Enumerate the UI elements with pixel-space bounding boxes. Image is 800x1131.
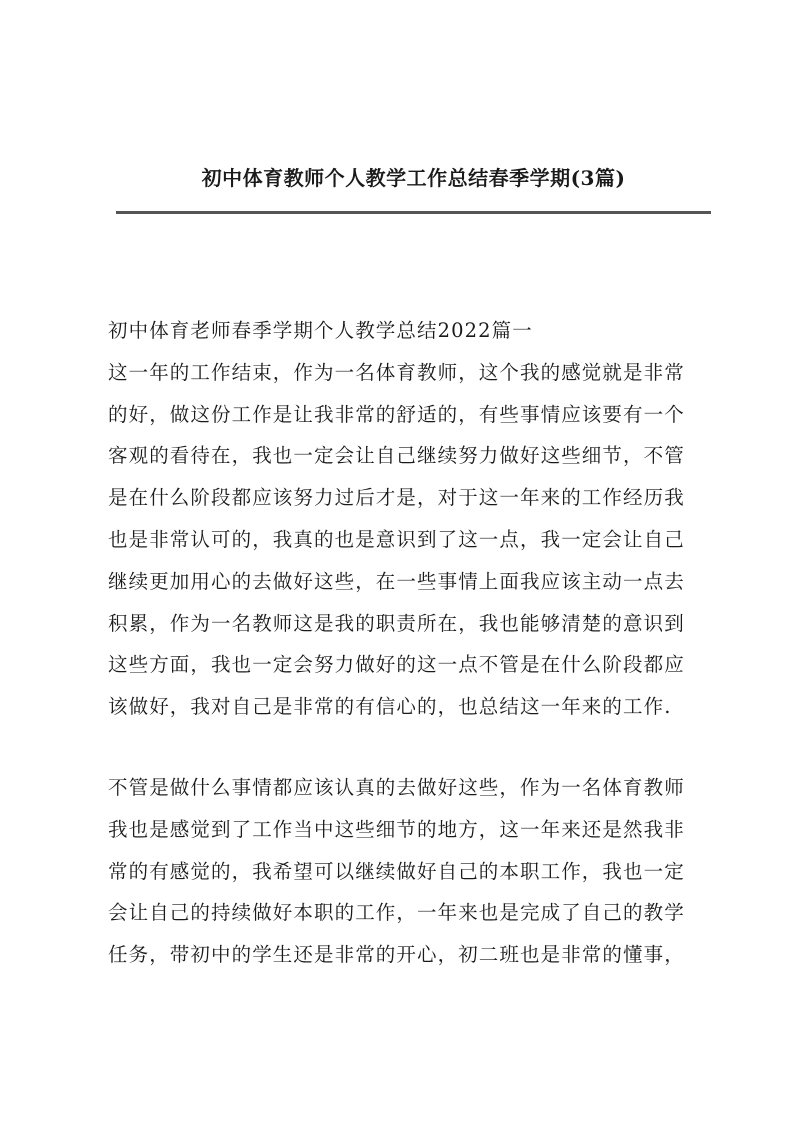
paragraph-section-2 — [108, 767, 714, 976]
paragraph-line: 会让自己的持续做好本职的工作，一年来也是完成了自己的教学 — [108, 901, 685, 925]
paragraph-line: 这些方面，我也一定会努力做好的这一点不管是在什么阶段都应 — [108, 653, 685, 677]
paragraph-line: 继续更加用心的去做好这些，在一些事情上面我应该主动一点去 — [108, 569, 685, 593]
paragraph-line: 不管是做什么事情都应该认真的去做好这些，作为一名体育教师 — [108, 776, 685, 799]
paragraph-line: 积累，作为一名教师这是我的职责所在，我也能够清楚的意识到 — [108, 611, 685, 635]
document-title: 初中体育教师个人教学工作总结春季学期(3篇) — [201, 166, 626, 190]
paragraph-line: 也是非常认可的，我真的也是意识到了这一点，我一定会让自己 — [108, 527, 685, 551]
paragraph-line: 任务，带初中的学生还是非常的开心，初二班也是非常的懂事， — [108, 943, 685, 967]
paragraph-line: 常的有感觉的，我希望可以继续做好自己的本职工作，我也一定 — [108, 859, 685, 883]
paragraph-line: 这一年的工作结束，作为一名体育教师，这个我的感觉就是非常 — [108, 360, 685, 384]
paragraph-line: 是在什么阶段都应该努力过后才是，对于这一年来的工作经历我 — [108, 486, 685, 510]
paragraph-section-1 — [108, 310, 714, 728]
paragraph-line: 客观的看待在，我也一定会让自己继续努力做好这些细节，不管 — [108, 444, 685, 468]
paragraph-line: 的好，做这份工作是让我非常的舒适的，有些事情应该要有一个 — [108, 402, 685, 426]
title-divider — [116, 211, 711, 214]
section-heading: 初中体育老师春季学期个人教学总结2022篇一 — [108, 319, 533, 342]
paragraph-line: 该做好，我对自己是非常的有信心的，也总结这一年来的工作. — [108, 695, 672, 719]
paragraph-line: 我也是感觉到了工作当中这些细节的地方，这一年来还是然我非 — [108, 817, 685, 841]
